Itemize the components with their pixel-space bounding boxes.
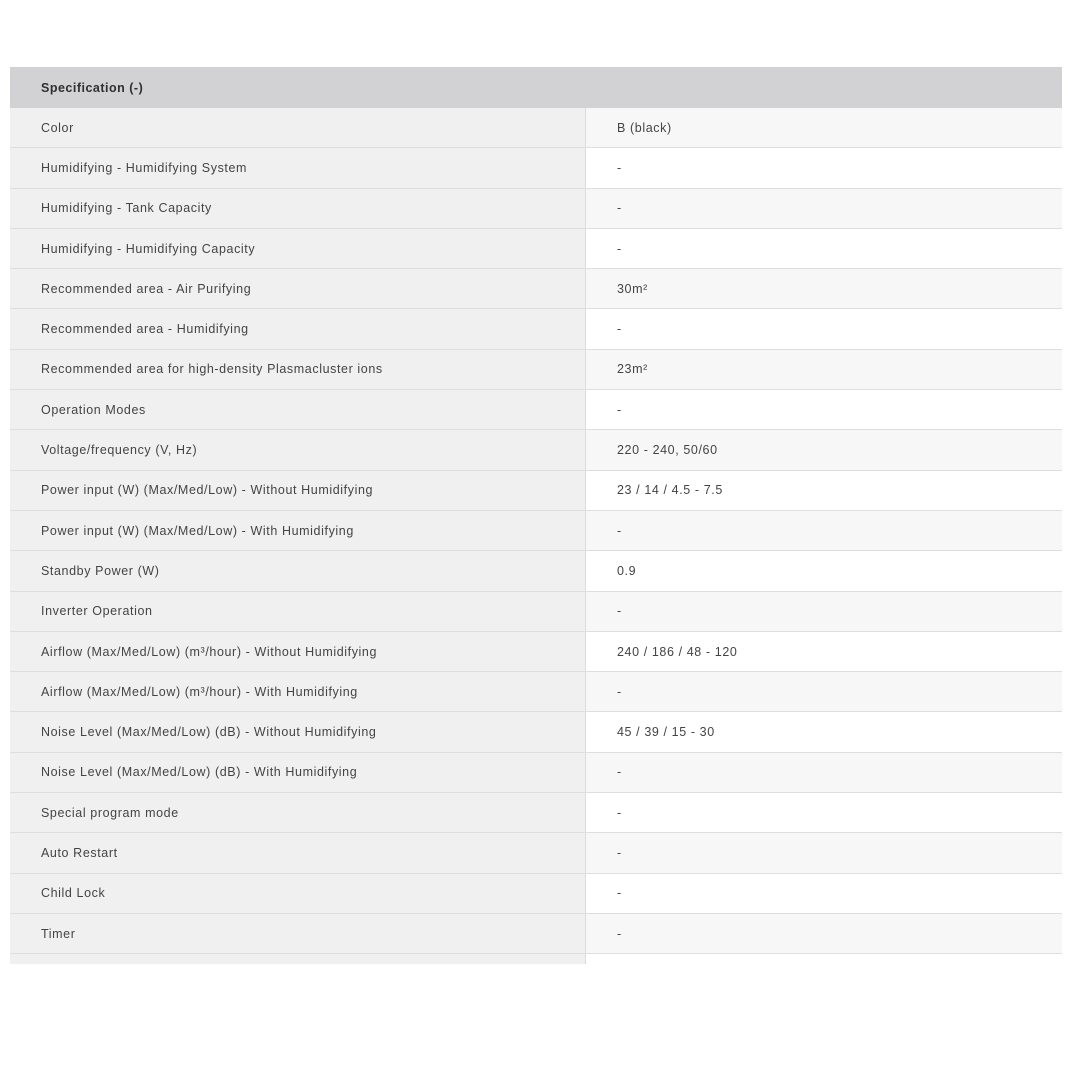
row-label: Humidifying - Tank Capacity	[10, 189, 586, 228]
row-label: Noise Level (Max/Med/Low) (dB) - With Humidifying	[10, 753, 586, 792]
table-row	[10, 712, 1062, 752]
row-value: -	[586, 148, 1062, 187]
table-row	[10, 954, 1062, 964]
row-value: 23 / 14 / 4.5 - 7.5	[586, 471, 1062, 510]
row-value: -	[586, 229, 1062, 268]
row-value: 30m²	[586, 269, 1062, 308]
row-value: 220 - 240, 50/60	[586, 430, 1062, 469]
row-value: -	[586, 511, 1062, 550]
row-label: Power input (W) (Max/Med/Low) - Without Humidifying	[10, 471, 586, 510]
table-row	[10, 914, 1062, 954]
table-row	[10, 511, 1062, 551]
specification-table	[10, 67, 1062, 964]
row-value: -	[586, 309, 1062, 348]
table-row	[10, 672, 1062, 712]
row-label: Color	[10, 108, 586, 147]
row-label: Recommended area - Humidifying	[10, 309, 586, 348]
specification-header[interactable]	[10, 67, 1062, 108]
row-label: Noise Level (Max/Med/Low) (dB) - Without Humidifying	[10, 712, 586, 751]
row-value: -	[586, 874, 1062, 913]
row-label: Recommended area - Air Purifying	[10, 269, 586, 308]
specification-header-title: Specification (-)	[41, 80, 144, 95]
row-label: Recommended area for high-density Plasmacluster ions	[10, 350, 586, 389]
table-row	[10, 833, 1062, 873]
table-row	[10, 592, 1062, 632]
table-row	[10, 632, 1062, 672]
row-value: 240 / 186 / 48 - 120	[586, 632, 1062, 671]
row-value: -	[586, 592, 1062, 631]
table-row	[10, 551, 1062, 591]
row-label: Humidifying - Humidifying Capacity	[10, 229, 586, 268]
row-label: Voltage/frequency (V, Hz)	[10, 430, 586, 469]
table-row	[10, 874, 1062, 914]
row-value: -	[586, 390, 1062, 429]
row-label: Airflow (Max/Med/Low) (m³/hour) - Without Humidifying	[10, 632, 586, 671]
table-row	[10, 390, 1062, 430]
row-label: Inverter Operation	[10, 592, 586, 631]
row-value	[586, 954, 1062, 964]
row-value: -	[586, 753, 1062, 792]
table-row	[10, 350, 1062, 390]
row-value: -	[586, 189, 1062, 228]
table-row	[10, 229, 1062, 269]
row-value: 45 / 39 / 15 - 30	[586, 712, 1062, 751]
row-label: Child Lock	[10, 874, 586, 913]
row-value: -	[586, 833, 1062, 872]
row-label: Power input (W) (Max/Med/Low) - With Humidifying	[10, 511, 586, 550]
table-row	[10, 148, 1062, 188]
table-row	[10, 189, 1062, 229]
table-row	[10, 471, 1062, 511]
table-row	[10, 269, 1062, 309]
table-row	[10, 793, 1062, 833]
row-label: Airflow (Max/Med/Low) (m³/hour) - With Humidifying	[10, 672, 586, 711]
row-label: Humidifying - Humidifying System	[10, 148, 586, 187]
table-row	[10, 108, 1062, 148]
row-label: Special program mode	[10, 793, 586, 832]
row-value: -	[586, 793, 1062, 832]
table-row	[10, 753, 1062, 793]
table-row	[10, 430, 1062, 470]
row-label	[10, 954, 586, 964]
row-value: B (black)	[586, 108, 1062, 147]
row-value: 0.9	[586, 551, 1062, 590]
row-value: -	[586, 672, 1062, 711]
row-value: -	[586, 914, 1062, 953]
row-label: Timer	[10, 914, 586, 953]
row-label: Operation Modes	[10, 390, 586, 429]
table-row	[10, 309, 1062, 349]
row-label: Standby Power (W)	[10, 551, 586, 590]
row-label: Auto Restart	[10, 833, 586, 872]
row-value: 23m²	[586, 350, 1062, 389]
